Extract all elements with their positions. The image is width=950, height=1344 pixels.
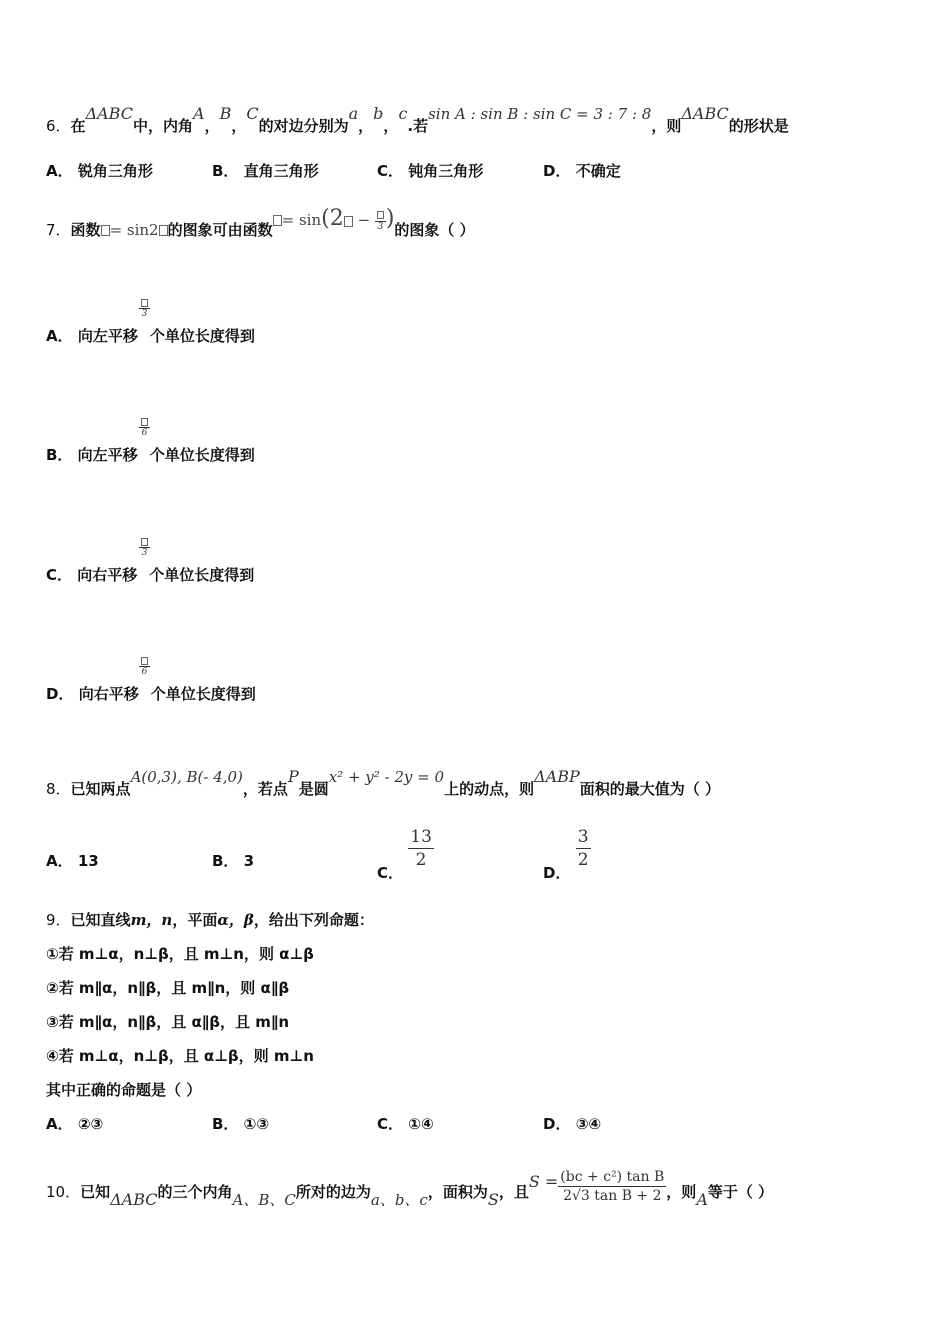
q9-proposition-1: ①若 m⊥α，n⊥β，且 m⊥n，则 α⊥β xyxy=(46,945,314,963)
text: 上的动点，则 xyxy=(444,780,535,798)
q7-option-b: B． 向左平移 个单位长度得到 xyxy=(46,446,255,464)
text: ，面积为 xyxy=(427,1183,488,1201)
math-op: − xyxy=(352,211,375,229)
q9-proposition-2: ②若 m∥α，n∥β，且 m∥n，则 α∥β xyxy=(46,979,290,997)
q6-option-b: B． 直角三角形 xyxy=(212,162,319,180)
question-8 xyxy=(46,767,720,799)
q7-option-d: D． 向右平移 个单位长度得到 xyxy=(46,685,256,703)
math-paren: (2 xyxy=(321,206,344,231)
q7-option-a: A． 向左平移 个单位长度得到 xyxy=(46,327,255,345)
math-circle: x² + y² - 2y = 0 xyxy=(328,768,445,786)
q8-option-b: B． 3 xyxy=(212,852,255,870)
missing-glyph-icon xyxy=(101,225,110,236)
text: 中，内角 xyxy=(132,117,193,135)
text: ，若点 xyxy=(242,780,288,798)
math-planes: α，β xyxy=(217,911,254,929)
question-10 xyxy=(46,1169,774,1211)
math-lhs: S = xyxy=(528,1172,559,1191)
math-var: A xyxy=(696,1190,708,1209)
q6-option-a: A． 锐角三角形 xyxy=(46,162,153,180)
q8-option-d: D． $\frac{3}{2}$ xyxy=(543,827,589,882)
math-sides: a、b、c xyxy=(370,1191,428,1209)
math-func: = sin xyxy=(281,211,322,229)
question-number: 9． xyxy=(46,911,71,929)
math-triangle: ΔABC xyxy=(110,1190,158,1209)
fraction-13-2: $\frac{13}{2}$ xyxy=(410,827,432,870)
area-formula-fraction: $\frac{\text{(bc + c²) tan B}}{\text{2√3 tan B + 2}}$ xyxy=(560,1169,665,1204)
text: 面积的最大值为（ ） xyxy=(579,780,720,798)
q8-option-a: A． 13 xyxy=(46,852,99,870)
text: ，给出下列命题： xyxy=(253,911,374,929)
fraction-3-2: $\frac{3}{2}$ xyxy=(577,827,589,870)
text: ，且 xyxy=(498,1183,529,1201)
math-var: b xyxy=(373,104,384,123)
question-7 xyxy=(46,206,475,242)
question-6 xyxy=(46,104,789,136)
q6-option-d: D． 不确定 xyxy=(543,162,621,180)
math-vars: m，n xyxy=(130,911,173,929)
punct: ， xyxy=(383,117,399,135)
q9-proposition-4: ④若 m⊥α，n⊥β，且 α⊥β，则 m⊥n xyxy=(46,1047,314,1065)
q7-option-c: C． 向右平移 个单位长度得到 xyxy=(46,566,255,584)
q8-option-c: C． $\frac{13}{2}$ xyxy=(377,827,432,882)
q9-option-a: A． ②③ xyxy=(46,1115,104,1133)
missing-glyph-icon xyxy=(141,657,148,665)
question-number: 7． xyxy=(46,221,71,239)
text: 已知直线 xyxy=(70,911,131,929)
text: 是圆 xyxy=(298,780,329,798)
question-number: 6． xyxy=(46,117,71,135)
q9-option-c: C． ①④ xyxy=(377,1115,434,1133)
question-number: 8． xyxy=(46,780,71,798)
text: 的三个内角 xyxy=(157,1183,233,1201)
q6-option-c: C． 钝角三角形 xyxy=(377,162,484,180)
question-number: 10． xyxy=(46,1183,81,1201)
missing-glyph-icon xyxy=(141,538,148,546)
math-func: = sin2 xyxy=(109,221,159,239)
q7-d-fraction: 6 xyxy=(139,656,150,677)
missing-glyph-icon xyxy=(344,216,353,227)
math-var: c xyxy=(398,104,408,123)
q9-ask: 其中正确的命题是（ ） xyxy=(46,1081,202,1099)
math-var: S xyxy=(487,1190,499,1209)
math-var: A xyxy=(192,104,205,123)
text: ，则 xyxy=(651,117,682,135)
q7-c-fraction: 3 xyxy=(139,537,150,558)
q9-proposition-3: ③若 m∥α，n∥β，且 α∥β，且 m∥n xyxy=(46,1013,290,1031)
q7-a-fraction: 3 xyxy=(139,298,150,319)
punct: ， xyxy=(231,117,247,135)
text: 的图象（ ） xyxy=(394,221,475,239)
missing-glyph-icon xyxy=(273,215,282,226)
text: 等于（ ） xyxy=(707,1183,774,1201)
math-points: A(0,3), B(- 4,0) xyxy=(130,768,243,786)
math-triangle: ΔABC xyxy=(681,104,729,123)
math-var: B xyxy=(219,104,232,123)
q9-option-d: D． ③④ xyxy=(543,1115,602,1133)
math-var: a xyxy=(348,104,359,123)
text: 已知两点 xyxy=(70,780,131,798)
missing-glyph-icon xyxy=(159,225,168,236)
missing-glyph-icon xyxy=(141,418,148,426)
missing-glyph-icon xyxy=(377,211,384,219)
text: 的图象可由函数 xyxy=(167,221,273,239)
math-ratio: sin A : sin B : sin C = 3 : 7 : 8 xyxy=(428,105,652,123)
math-angles: A、B、C xyxy=(232,1191,296,1209)
text: 的对边分别为 xyxy=(258,117,349,135)
text: .若 xyxy=(407,117,429,135)
math-var: C xyxy=(246,104,259,123)
q7-b-fraction: 6 xyxy=(139,417,150,438)
text: ，则 xyxy=(666,1183,697,1201)
question-9 xyxy=(46,910,374,930)
text: 所对的边为 xyxy=(295,1183,371,1201)
text: 已知 xyxy=(80,1183,111,1201)
pi-over-3: 3 xyxy=(375,211,386,232)
punct: ， xyxy=(204,117,220,135)
text: 的形状是 xyxy=(728,117,789,135)
text: 函数 xyxy=(70,221,101,239)
math-triangle: ΔABP xyxy=(534,767,580,786)
text: 在 xyxy=(70,117,86,135)
missing-glyph-icon xyxy=(141,299,148,307)
q9-option-b: B． ①③ xyxy=(212,1115,270,1133)
math-triangle: ΔABC xyxy=(85,104,133,123)
math-var: P xyxy=(287,767,299,786)
text: ，平面 xyxy=(172,911,218,929)
math-paren: ) xyxy=(385,206,395,231)
punct: ， xyxy=(358,117,374,135)
